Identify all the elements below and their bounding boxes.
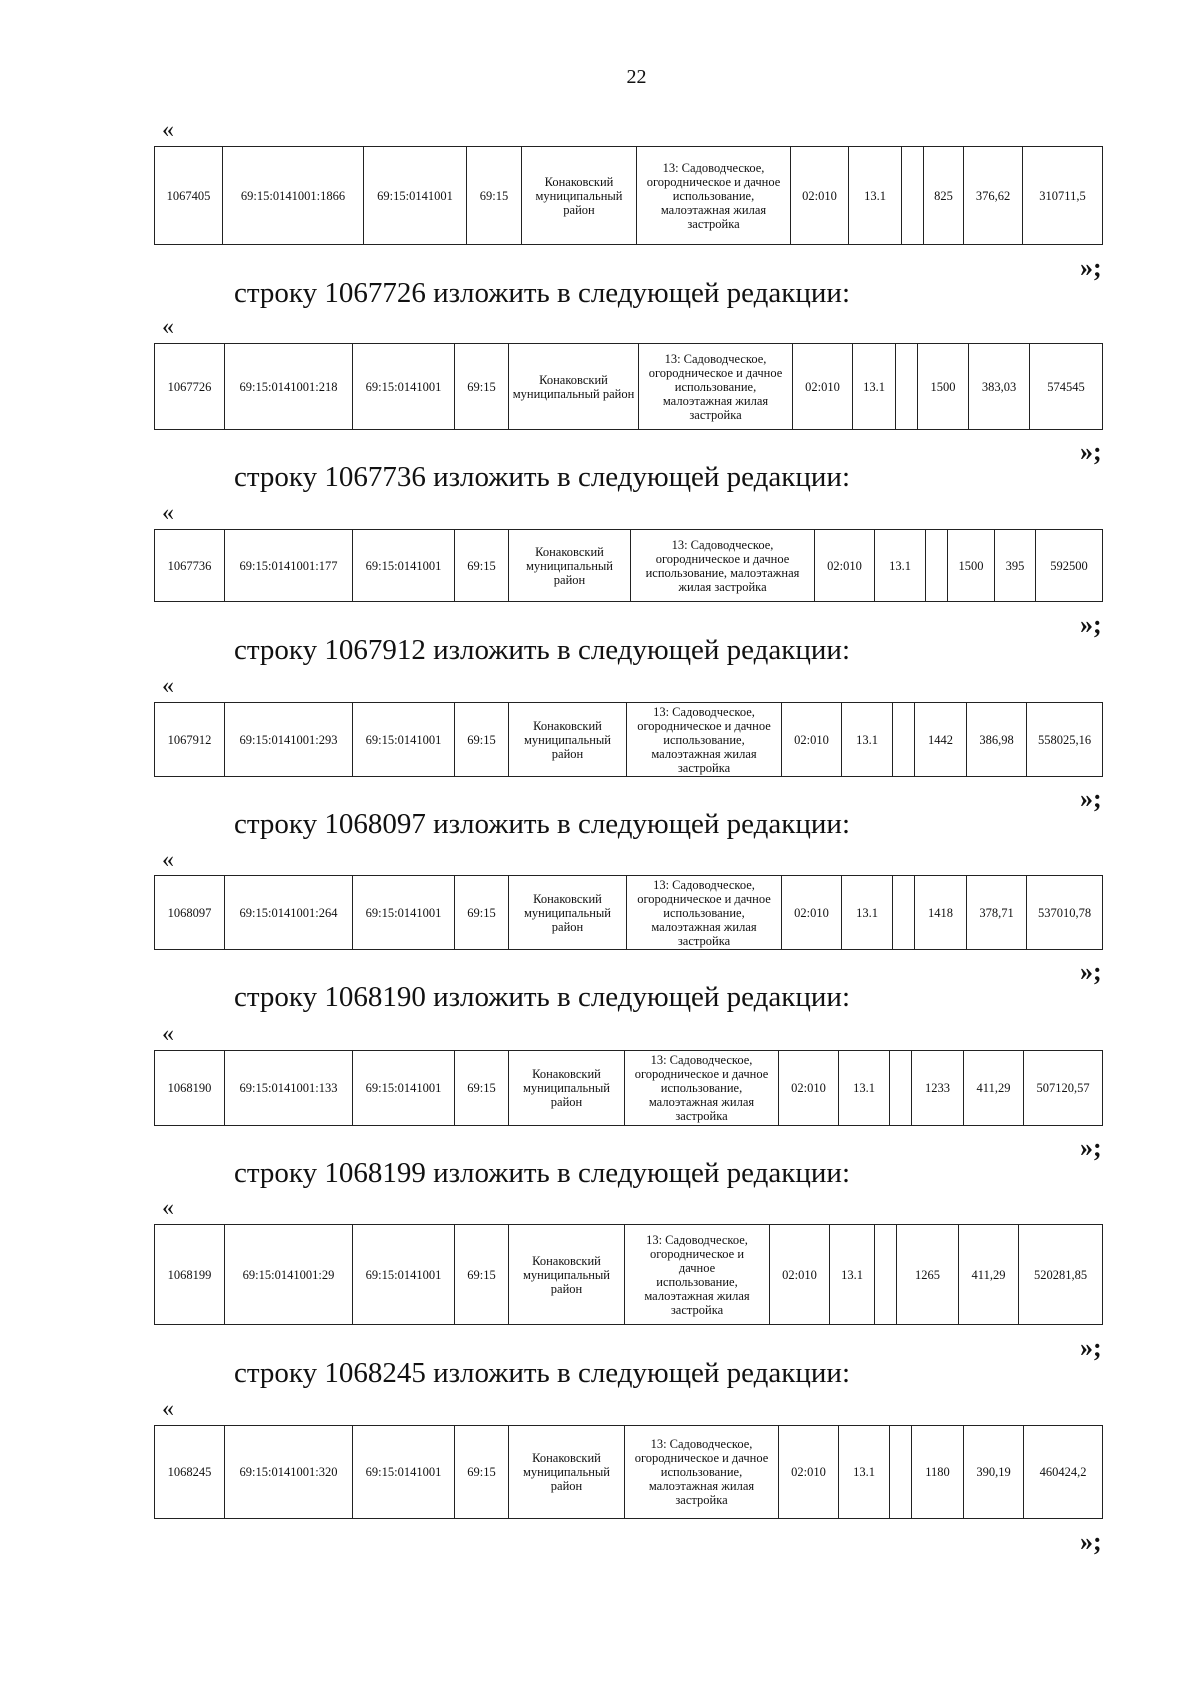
heading-prefix: строку: [234, 634, 318, 666]
heading-prefix: строку: [234, 1357, 318, 1389]
municipality: Конаковский муниципальный район: [509, 1051, 625, 1126]
municipality: Конаковский муниципальный район: [509, 530, 631, 602]
cadastral-quarter: 69:15:0141001: [353, 1051, 455, 1126]
section-heading: [234, 808, 850, 841]
record-id: 1067405: [155, 147, 223, 245]
code: 02:010: [815, 530, 875, 602]
code: 02:010: [779, 1426, 839, 1519]
record-table: [154, 702, 1103, 777]
opening-quote: «: [162, 1195, 174, 1221]
specific-value: 395: [995, 530, 1036, 602]
closing-quote: »;: [1080, 437, 1102, 466]
land-use: 13: Садоводческое, огородническое и дачное использование, малоэтажная жилая застройка: [625, 1051, 779, 1126]
municipality: Конаковский муниципальный район: [522, 147, 637, 245]
cadastral-value: 520281,85: [1019, 1225, 1103, 1325]
heading-row-id: 1068199: [324, 1157, 426, 1189]
cadastral-value: 558025,16: [1027, 703, 1103, 777]
cadastral-number: 69:15:0141001:177: [225, 530, 353, 602]
municipality: Конаковский муниципальный район: [509, 703, 627, 777]
opening-quote: «: [162, 673, 174, 699]
empty-cell: [902, 147, 924, 245]
municipality: Конаковский муниципальный район: [509, 344, 639, 430]
specific-value: 376,62: [964, 147, 1023, 245]
cadastral-quarter: 69:15:0141001: [353, 344, 455, 430]
code: 02:010: [770, 1225, 830, 1325]
specific-value: 411,29: [964, 1051, 1024, 1126]
area: 825: [924, 147, 964, 245]
code: 02:010: [782, 703, 842, 777]
cadastral-value: 574545: [1030, 344, 1103, 430]
closing-quote: »;: [1080, 1133, 1102, 1162]
section-heading: [234, 461, 850, 494]
table-row: [155, 147, 1103, 245]
cadastral-number: 69:15:0141001:218: [225, 344, 353, 430]
closing-quote: »;: [1080, 610, 1102, 639]
heading-prefix: строку: [234, 981, 318, 1013]
cadastral-value: 537010,78: [1027, 876, 1103, 950]
record-table: [154, 1050, 1103, 1126]
cadastral-quarter: 69:15:0141001: [353, 1225, 455, 1325]
land-use: 13: Садоводческое, огородническое и дачное использование, малоэтажная жилая застройка: [631, 530, 815, 602]
cadastral-value: 460424,2: [1024, 1426, 1103, 1519]
section-heading: [234, 1357, 850, 1390]
land-use: 13: Садоводческое, огородническое и дачное использование, малоэтажная жилая застройка: [625, 1426, 779, 1519]
table-row: [155, 1225, 1103, 1325]
cadastral-number: 69:15:0141001:133: [225, 1051, 353, 1126]
heading-suffix: изложить в следующей редакции:: [433, 981, 850, 1013]
closing-quote: »;: [1080, 784, 1102, 813]
empty-cell: [890, 1426, 912, 1519]
group: 13.1: [839, 1426, 890, 1519]
record-id: 1068190: [155, 1051, 225, 1126]
opening-quote: «: [162, 1021, 174, 1047]
area: 1418: [915, 876, 967, 950]
record-id: 1067912: [155, 703, 225, 777]
municipality: Конаковский муниципальный район: [509, 876, 627, 950]
group: 13.1: [875, 530, 926, 602]
cadastral-value: 507120,57: [1024, 1051, 1103, 1126]
land-use: 13: Садоводческое, огородническое и дачное использование, малоэтажная жилая застройка: [625, 1225, 770, 1325]
area: 1500: [918, 344, 969, 430]
heading-row-id: 1068097: [324, 808, 426, 840]
group: 13.1: [853, 344, 896, 430]
record-id: 1068245: [155, 1426, 225, 1519]
specific-value: 378,71: [967, 876, 1027, 950]
cadastral-number: 69:15:0141001:293: [225, 703, 353, 777]
record-id: 1067726: [155, 344, 225, 430]
table-row: [155, 1051, 1103, 1126]
specific-value: 386,98: [967, 703, 1027, 777]
district-code: 69:15: [467, 147, 522, 245]
record-table: [154, 1425, 1103, 1519]
group: 13.1: [839, 1051, 890, 1126]
cadastral-value: 310711,5: [1023, 147, 1103, 245]
cadastral-quarter: 69:15:0141001: [353, 876, 455, 950]
record-id: 1067736: [155, 530, 225, 602]
opening-quote: «: [162, 500, 174, 526]
land-use: 13: Садоводческое, огородническое и дачное использование, малоэтажная жилая застройка: [637, 147, 791, 245]
code: 02:010: [782, 876, 842, 950]
record-table: [154, 343, 1103, 430]
group: 13.1: [849, 147, 902, 245]
area: 1500: [948, 530, 995, 602]
heading-suffix: изложить в следующей редакции:: [433, 461, 850, 493]
record-table: [154, 875, 1103, 950]
code: 02:010: [791, 147, 849, 245]
record-table: [154, 1224, 1103, 1325]
opening-quote: «: [162, 117, 174, 143]
district-code: 69:15: [455, 344, 509, 430]
land-use: 13: Садоводческое, огородническое и дачное использование, малоэтажная жилая застройка: [627, 703, 782, 777]
table-row: [155, 703, 1103, 777]
group: 13.1: [830, 1225, 875, 1325]
land-use: 13: Садоводческое, огородническое и дачное использование, малоэтажная жилая застройка: [639, 344, 793, 430]
district-code: 69:15: [455, 876, 509, 950]
heading-row-id: 1068190: [324, 981, 426, 1013]
land-use: 13: Садоводческое, огородническое и дачное использование, малоэтажная жилая застройка: [627, 876, 782, 950]
municipality: Конаковский муниципальный район: [509, 1225, 625, 1325]
section-heading: [234, 634, 850, 667]
heading-prefix: строку: [234, 277, 318, 309]
cadastral-quarter: 69:15:0141001: [353, 1426, 455, 1519]
heading-prefix: строку: [234, 808, 318, 840]
cadastral-number: 69:15:0141001:29: [225, 1225, 353, 1325]
empty-cell: [893, 876, 915, 950]
specific-value: 411,29: [959, 1225, 1019, 1325]
closing-quote: »;: [1080, 1527, 1102, 1556]
closing-quote: »;: [1080, 253, 1102, 282]
empty-cell: [875, 1225, 897, 1325]
opening-quote: «: [162, 1396, 174, 1422]
section-heading: [234, 981, 850, 1014]
district-code: 69:15: [455, 703, 509, 777]
cadastral-quarter: 69:15:0141001: [353, 530, 455, 602]
area: 1233: [912, 1051, 964, 1126]
cadastral-value: 592500: [1036, 530, 1103, 602]
district-code: 69:15: [455, 530, 509, 602]
cadastral-number: 69:15:0141001:1866: [223, 147, 364, 245]
district-code: 69:15: [455, 1225, 509, 1325]
district-code: 69:15: [455, 1426, 509, 1519]
table-row: [155, 344, 1103, 430]
empty-cell: [893, 703, 915, 777]
heading-suffix: изложить в следующей редакции:: [433, 1157, 850, 1189]
district-code: 69:15: [455, 1051, 509, 1126]
heading-suffix: изложить в следующей редакции:: [433, 1357, 850, 1389]
closing-quote: »;: [1080, 957, 1102, 986]
area: 1180: [912, 1426, 964, 1519]
cadastral-number: 69:15:0141001:264: [225, 876, 353, 950]
record-id: 1068097: [155, 876, 225, 950]
heading-suffix: изложить в следующей редакции:: [433, 277, 850, 309]
table-row: [155, 876, 1103, 950]
opening-quote: «: [162, 314, 174, 340]
empty-cell: [926, 530, 948, 602]
area: 1265: [897, 1225, 959, 1325]
specific-value: 383,03: [969, 344, 1030, 430]
specific-value: 390,19: [964, 1426, 1024, 1519]
table-row: [155, 1426, 1103, 1519]
heading-suffix: изложить в следующей редакции:: [433, 634, 850, 666]
cadastral-number: 69:15:0141001:320: [225, 1426, 353, 1519]
heading-row-id: 1068245: [324, 1357, 426, 1389]
closing-quote: »;: [1080, 1333, 1102, 1362]
municipality: Конаковский муниципальный район: [509, 1426, 625, 1519]
record-table: [154, 529, 1103, 602]
opening-quote: «: [162, 847, 174, 873]
page-number: 22: [626, 66, 647, 88]
area: 1442: [915, 703, 967, 777]
heading-row-id: 1067736: [324, 461, 426, 493]
record-id: 1068199: [155, 1225, 225, 1325]
section-heading: [234, 1157, 850, 1190]
heading-suffix: изложить в следующей редакции:: [433, 808, 850, 840]
heading-prefix: строку: [234, 461, 318, 493]
empty-cell: [890, 1051, 912, 1126]
cadastral-quarter: 69:15:0141001: [353, 703, 455, 777]
section-heading: [234, 277, 850, 310]
code: 02:010: [779, 1051, 839, 1126]
heading-row-id: 1067912: [324, 634, 426, 666]
group: 13.1: [842, 703, 893, 777]
group: 13.1: [842, 876, 893, 950]
record-table: [154, 146, 1103, 245]
cadastral-quarter: 69:15:0141001: [364, 147, 467, 245]
heading-row-id: 1067726: [324, 277, 426, 309]
table-row: [155, 530, 1103, 602]
code: 02:010: [793, 344, 853, 430]
empty-cell: [896, 344, 918, 430]
heading-prefix: строку: [234, 1157, 318, 1189]
